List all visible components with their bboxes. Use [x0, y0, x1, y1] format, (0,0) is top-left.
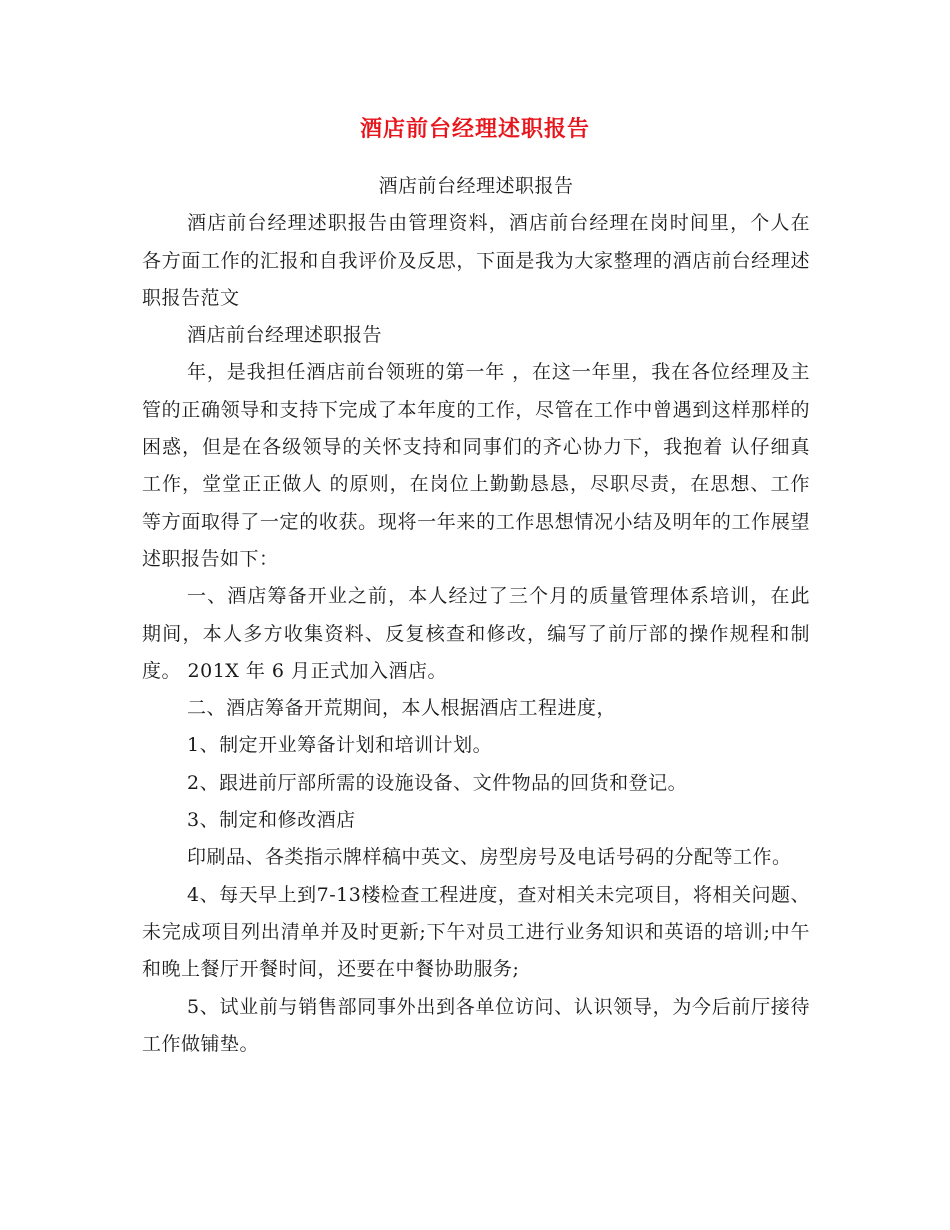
- body-paragraph: 印刷品、各类指示牌样稿中英文、房型房号及电话号码的分配等工作。: [187, 846, 792, 869]
- section-heading: 酒店前台经理述职报告: [187, 324, 383, 347]
- body-paragraph: 二、酒店筹备开荒期间，本人根据酒店工程进度，: [187, 697, 617, 720]
- body-paragraph: 年，是我担任酒店前台领班的第一年 ，在这一年里，我在各位经理及主管的正确领导和支持下完成了本年度的工作，尽管在工作中曾遇到这样那样的困惑，但是在各级领导的关怀支持和同事们的齐心协力下，我抱着 认仔细真工作，堂堂正正做人 的原则，在岗位上勤勤恳恳，尽职尽责，在思想、工作等方面取得了一定的收获。现将一年来的工作思想情况小结及明年的工作展望述职报告如下：: [142, 361, 810, 570]
- subtitle-paragraph: 酒店前台经理述职报告: [378, 175, 574, 197]
- list-item: 1、制定开业筹备计划和培训计划。: [187, 734, 493, 757]
- document-title: 酒店前台经理述职报告: [359, 116, 590, 142]
- list-item: 5、试业前与销售部同事外出到各单位访问、认识领导，为今后前厅接待工作做铺垫。: [142, 995, 810, 1055]
- list-item: 4、每天早上到7-13楼检查工程进度，查对相关未完项目，将相关问题、未完成项目列出清单并及时更新;下午对员工进行业务知识和英语的培训;中午和晚上餐厅开餐时间，还要在中餐协助服务;: [142, 883, 810, 981]
- intro-paragraph: 酒店前台经理述职报告由管理资料，酒店前台经理在岗时间里，个人在各方面工作的汇报和自我评价及反思，下面是我为大家整理的酒店前台经理述职报告范文: [142, 212, 810, 309]
- list-item: 3、制定和修改酒店: [187, 809, 356, 832]
- document-body: [142, 168, 810, 1063]
- body-paragraph: 一、酒店筹备开业之前，本人经过了三个月的质量管理体系培训，在此期间，本人多方收集资料、反复核查和修改，编写了前厅部的操作规程和制度。 201X 年 6 月正式加入酒店。: [142, 585, 810, 682]
- list-item: 2、跟进前厅部所需的设施设备、文件物品的回货和登记。: [187, 771, 688, 794]
